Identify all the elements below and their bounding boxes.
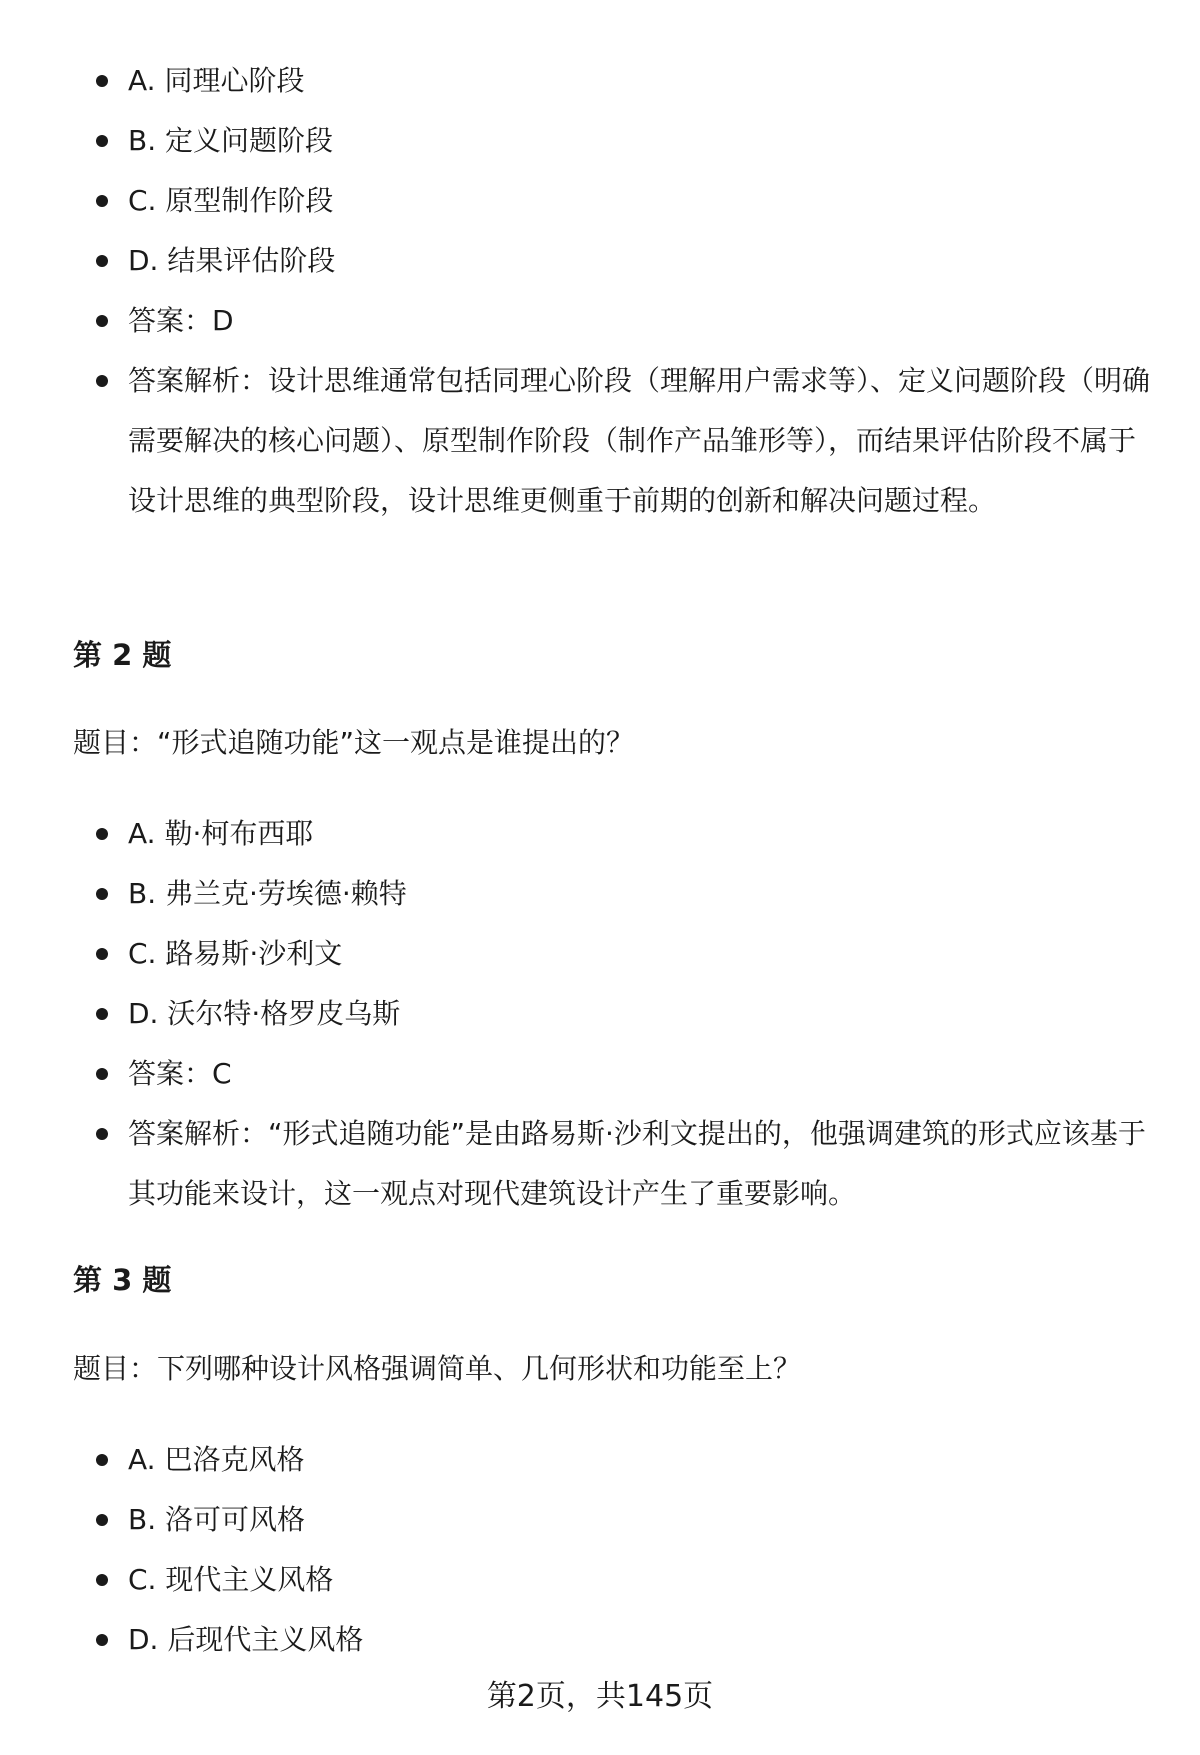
option-c: C. 现代主义风格 <box>128 1563 334 1596</box>
answer: 答案：C <box>128 1057 232 1090</box>
list-item <box>73 231 1153 291</box>
bullet-icon <box>96 1574 108 1586</box>
bullet-icon <box>96 1068 108 1080</box>
bullet-icon <box>96 948 108 960</box>
q3-option-list <box>73 1430 1153 1670</box>
question-stem: 题目：下列哪种设计风格强调简单、几何形状和功能至上？ <box>73 1352 802 1385</box>
option-b: B. 定义问题阶段 <box>128 124 334 157</box>
bullet-icon <box>96 135 108 147</box>
list-item <box>73 1104 1153 1224</box>
q1-option-list <box>73 51 1153 531</box>
question-heading: 第 2 题 <box>73 638 172 672</box>
answer: 答案：D <box>128 304 234 337</box>
list-item <box>73 111 1153 171</box>
bullet-icon <box>96 75 108 87</box>
bullet-icon <box>96 1008 108 1020</box>
bullet-icon <box>96 1454 108 1466</box>
option-a: A. 巴洛克风格 <box>128 1443 305 1476</box>
list-item <box>73 1044 1153 1104</box>
list-item <box>73 291 1153 351</box>
answer-explanation: 答案解析：“形式追随功能”是由路易斯·沙利文提出的，他强调建筑的形式应该基于其功能来设计，这一观点对现代建筑设计产生了重要影响。 <box>128 1117 1146 1210</box>
list-item <box>73 171 1153 231</box>
option-b: B. 弗兰克·劳埃德·赖特 <box>128 877 407 910</box>
bullet-icon <box>96 315 108 327</box>
option-c: C. 路易斯·沙利文 <box>128 937 343 970</box>
bullet-icon <box>96 888 108 900</box>
bullet-icon <box>96 255 108 267</box>
option-a: A. 勒·柯布西耶 <box>128 817 314 850</box>
list-item <box>73 1610 1153 1670</box>
bullet-icon <box>96 828 108 840</box>
bullet-icon <box>96 1514 108 1526</box>
list-item <box>73 351 1153 531</box>
page-number-footer: 第2页，共145页 <box>486 1679 714 1714</box>
option-b: B. 洛可可风格 <box>128 1503 306 1536</box>
list-item <box>73 924 1153 984</box>
list-item <box>73 864 1153 924</box>
list-item <box>73 1550 1153 1610</box>
list-item <box>73 1490 1153 1550</box>
list-item <box>73 51 1153 111</box>
option-c: C. 原型制作阶段 <box>128 184 334 217</box>
bullet-icon <box>96 1128 108 1140</box>
list-item <box>73 804 1153 864</box>
option-a: A. 同理心阶段 <box>128 64 305 97</box>
bullet-icon <box>96 1634 108 1646</box>
question-heading: 第 3 题 <box>73 1263 172 1297</box>
list-item <box>73 1430 1153 1490</box>
option-d: D. 后现代主义风格 <box>128 1623 364 1656</box>
bullet-icon <box>96 195 108 207</box>
option-d: D. 结果评估阶段 <box>128 244 336 277</box>
answer-explanation: 答案解析：设计思维通常包括同理心阶段（理解用户需求等）、定义问题阶段（明确需要解决的核心问题）、原型制作阶段（制作产品雏形等），而结果评估阶段不属于设计思维的典型阶段，设计思维更侧重于前期的创新和解决问题过程。 <box>128 364 1151 517</box>
bullet-icon <box>96 375 108 387</box>
list-item <box>73 984 1153 1044</box>
q2-option-list <box>73 804 1153 1224</box>
question-stem: 题目：“形式追随功能”这一观点是谁提出的？ <box>73 726 635 759</box>
option-d: D. 沃尔特·格罗皮乌斯 <box>128 997 401 1030</box>
